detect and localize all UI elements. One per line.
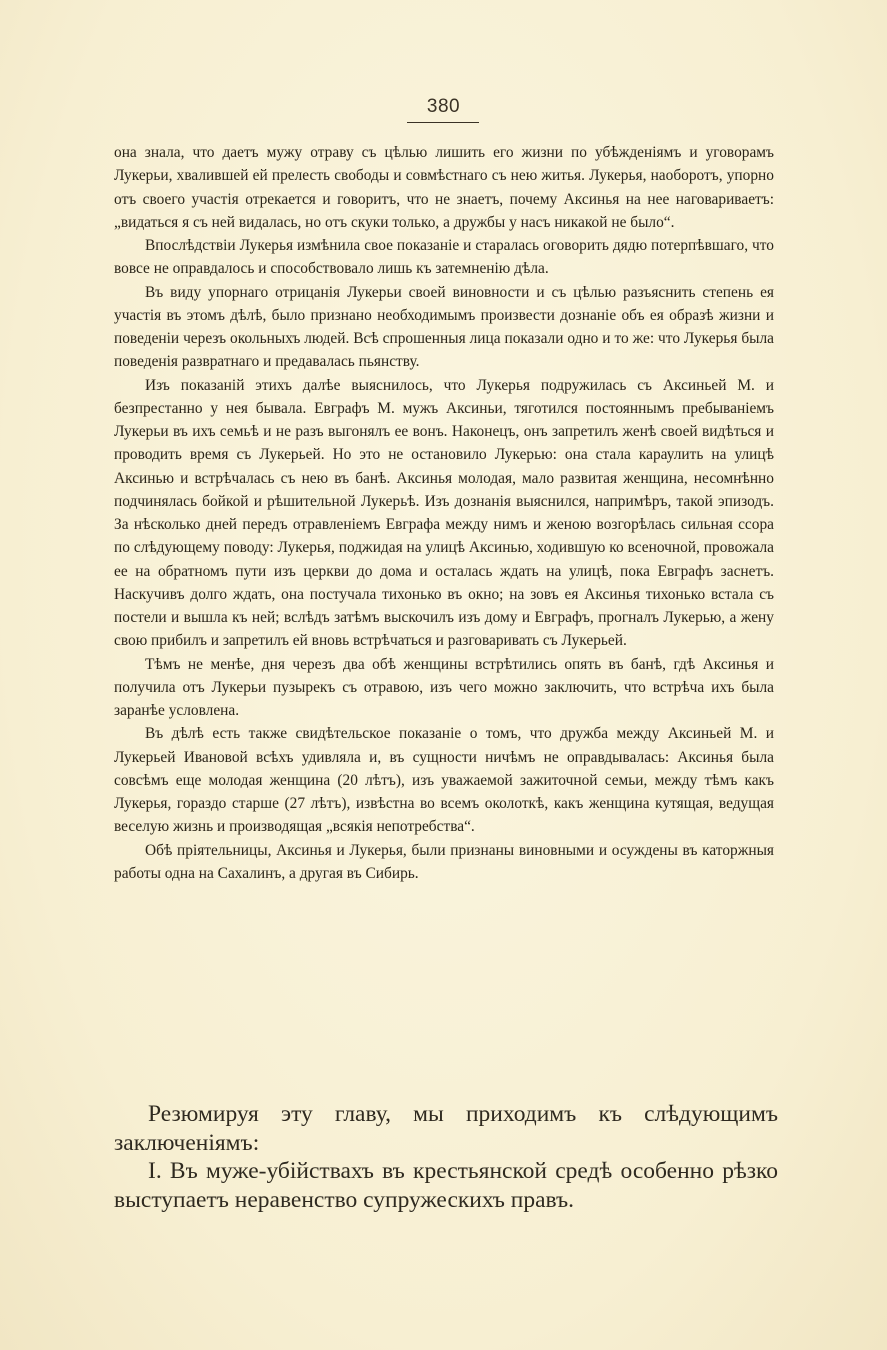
- body-text: [114, 141, 774, 885]
- paragraph: Обѣ пріятельницы, Аксинья и Лукерья, были признаны виновными и осуждены въ каторжныя работы одна на Сахалинъ, а другая въ Сибирь.: [114, 841, 774, 882]
- paragraph: Въ дѣлѣ есть также свидѣтельское показаніе о томъ, что дружба между Аксиньей М. и Лукерьей Ивановой всѣхъ удивляла и, въ сущности ничѣмъ не оправдывалась: Аксинья была совсѣмъ еще молодая женщина (20 лѣтъ), изъ уважаемой зажиточной семьи, между тѣмъ какъ Лукерья, гораздо старше (27 лѣтъ), извѣстна во всемъ околоткѣ, какъ женщина кутящая, ведущая веселую жизнь и производящая „всякія непотребства“.: [114, 725, 774, 836]
- paragraph: Изъ показаній этихъ далѣе выяснилось, что Лукерья подружилась съ Аксиньей М. и безпрестанно у нея бывала. Евграфъ М. мужъ Аксиньи, тяготился постояннымъ пребываніемъ Лукерьи въ ихъ семьѣ и не разъ выгонялъ ее вонъ. Наконецъ, онъ запретилъ женѣ своей видѣться и проводить время съ Лукерьей. Но это не остановило Лукерью: она стала караулить на улицѣ Аксинью и встрѣчалась съ нею въ банѣ. Аксинья молодая, мало развитая женщина, несомнѣнно подчинялась бойкой и рѣшительной Лукерьѣ. Изъ дознанія выяснился, напримѣръ, такой эпизодъ. За нѣсколько дней передъ отравленіемъ Евграфа между нимъ и женою возгорѣлась сильная ссора по слѣдующему поводу: Лукерья, поджидая на улицѣ Аксинью, ходившую ко всеночной, провожала ее на обратномъ пути изъ церкви до дома и осталась ждать на улицѣ, пока Евграфъ заснетъ. Наскучивъ долго ждать, она постучала тихонько въ окно; на зовъ ея Аксинья тихонько встала съ постели и вышла къ ней; вслѣдъ затѣмъ выскочилъ изъ дому и Евграфъ, прогналъ Лукерью, а жену свою прибилъ и запретилъ ей вновь встрѣчаться и разговаривать съ Лукерьей.: [114, 376, 774, 650]
- page-number: 380: [426, 96, 461, 117]
- conclusion-section: [114, 1100, 778, 1214]
- paragraph: Въ виду упорнаго отрицанія Лукерьи своей виновности и съ цѣлью разъяснить степень ея участія въ этомъ дѣлѣ, было признано необходимымъ произвести дознаніе объ ея образѣ жизни и поведеніи черезъ окольныхъ людей. Всѣ спрошенныя лица показали одно и то же: что Лукерья была поведенія развратнаго и предавалась пьянству.: [114, 283, 774, 371]
- paragraph: Впослѣдствіи Лукерья измѣнила свое показаніе и старалась оговорить дядю потерпѣвшаго, что вовсе не оправдалось и способствовало лишь къ затемненію дѣла.: [114, 237, 774, 278]
- conclusion-intro: Резюмируя эту главу, мы приходимъ къ слѣдующимъ заключеніямъ:: [114, 1101, 778, 1156]
- paragraph: Тѣмъ не менѣе, дня черезъ два обѣ женщины встрѣтились опять въ банѣ, гдѣ Аксинья и получила отъ Лукерьи пузырекъ съ отравою, изъ чего можно заключить, что встрѣча ихъ была заранѣе условлена.: [114, 655, 774, 719]
- paragraph: она знала, что даетъ мужу отраву съ цѣлью лишить его жизни по убѣжденіямъ и уговорамъ Лукерьи, хвалившей ей прелесть свободы и совмѣстнаго съ нею житья. Лукерья, наоборотъ, упорно отъ своего участія отрекается и говоритъ, что не знаетъ, почему Аксинья на нее наговариваетъ: „видаться я съ ней видалась, но отъ скуки только, а дружбы у насъ никакой не было“.: [114, 144, 774, 231]
- header-rule: [407, 122, 479, 123]
- conclusion-point: I. Въ муже-убійствахъ въ крестьянской средѣ особенно рѣзко выступаетъ неравенство супружескихъ правъ.: [114, 1158, 778, 1213]
